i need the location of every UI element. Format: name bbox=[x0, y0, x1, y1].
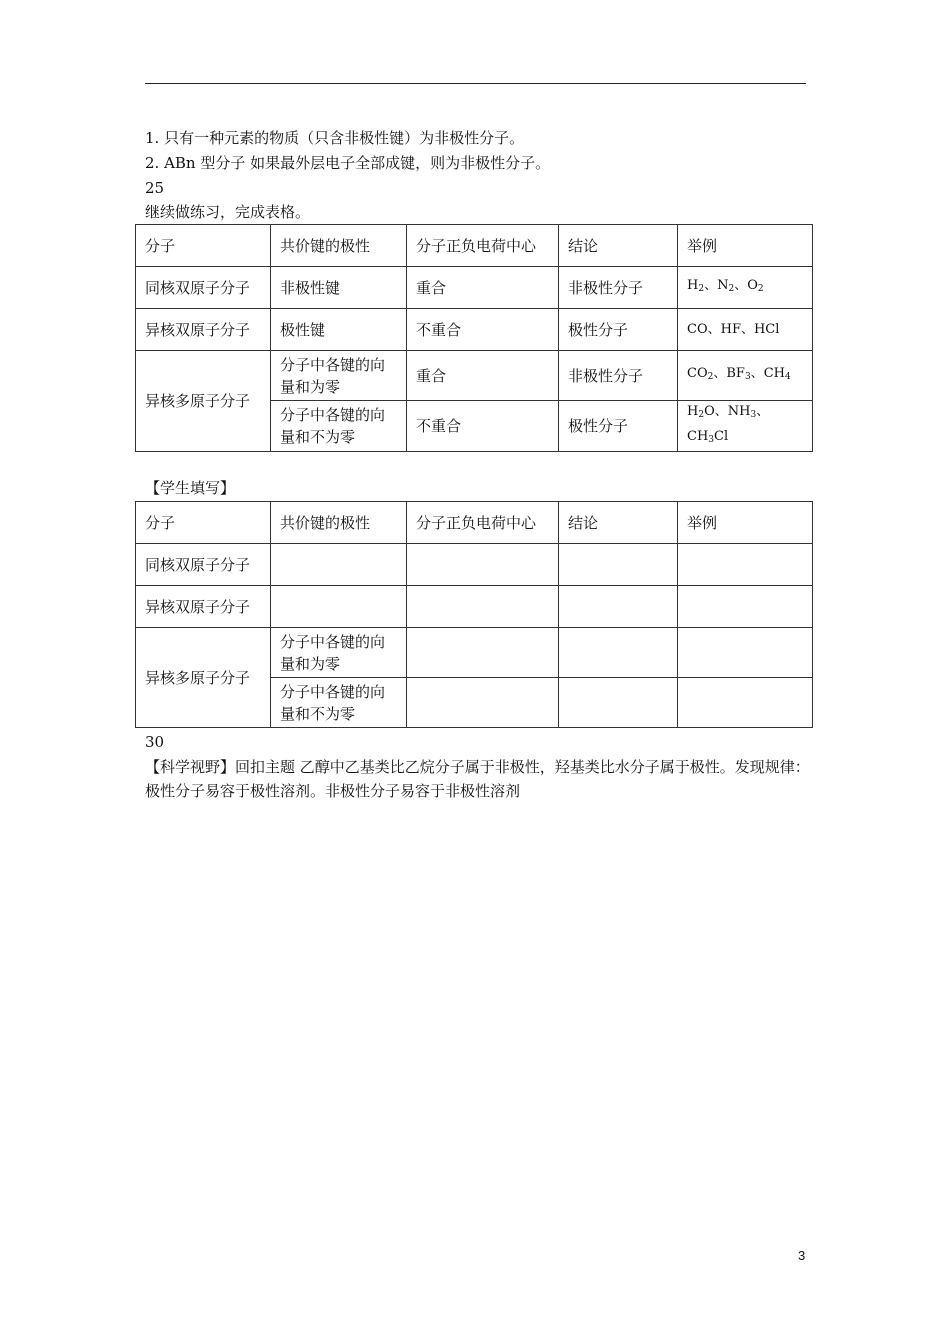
bond-polarity-cell: 分子中各键的向量和不为零 bbox=[271, 678, 407, 728]
molecule-type-cell: 同核双原子分子 bbox=[136, 267, 271, 309]
conclusion-cell: 极性分子 bbox=[559, 309, 678, 351]
blank-cell bbox=[559, 628, 678, 678]
table-row bbox=[136, 628, 813, 678]
blank-cell bbox=[559, 544, 678, 586]
molecule-type-cell: 异核多原子分子 bbox=[136, 351, 271, 452]
blank-cell bbox=[559, 586, 678, 628]
bond-polarity-cell: 非极性键 bbox=[271, 267, 407, 309]
blank-cell bbox=[407, 628, 559, 678]
header-cell: 分子 bbox=[136, 225, 271, 267]
science-view-paragraph: 【科学视野】回扣主题 乙醇中乙基类比乙烷分子属于非极性，羟基类比水分子属于极性。发现规律：极性分子易容于极性溶剂。非极性分子易容于非极性溶剂 bbox=[145, 758, 810, 800]
charge-center-cell: 不重合 bbox=[407, 309, 559, 351]
table-row bbox=[136, 586, 813, 628]
marker-30: 30 bbox=[145, 733, 165, 751]
conclusion-cell: 非极性分子 bbox=[559, 351, 678, 401]
instruction-text: 继续做练习，完成表格。 bbox=[145, 203, 311, 221]
table-header-row bbox=[136, 502, 813, 544]
molecule-type-cell: 同核双原子分子 bbox=[136, 544, 271, 586]
completed-table bbox=[135, 224, 813, 452]
header-rule bbox=[145, 83, 806, 84]
blank-cell bbox=[407, 678, 559, 728]
bond-polarity-cell: 分子中各键的向量和为零 bbox=[271, 351, 407, 401]
student-section-title: 【学生填写】 bbox=[145, 479, 236, 497]
molecule-type-cell: 异核双原子分子 bbox=[136, 309, 271, 351]
header-cell: 共价键的极性 bbox=[271, 502, 407, 544]
example-cell: $H_2O$、$NH_3$、$CH_3Cl$ bbox=[678, 401, 813, 452]
page-number: 3 bbox=[798, 1248, 806, 1263]
example-cell: $H_2$、$N_2$、$O_2$ bbox=[678, 267, 813, 309]
example-cell: $CO_2$、$BF_3$、$CH_4$ bbox=[678, 351, 813, 401]
blank-cell bbox=[678, 586, 813, 628]
header-cell: 分子正负电荷中心 bbox=[407, 225, 559, 267]
table-row bbox=[136, 544, 813, 586]
student-table bbox=[135, 501, 813, 728]
blank-cell bbox=[678, 544, 813, 586]
blank-cell bbox=[407, 544, 559, 586]
blank-cell bbox=[678, 628, 813, 678]
header-cell: 分子 bbox=[136, 502, 271, 544]
bond-polarity-cell: 极性键 bbox=[271, 309, 407, 351]
bond-polarity-cell: 分子中各键的向量和不为零 bbox=[271, 401, 407, 452]
charge-center-cell: 不重合 bbox=[407, 401, 559, 452]
blank-cell bbox=[271, 544, 407, 586]
blank-cell bbox=[559, 678, 678, 728]
blank-cell bbox=[407, 586, 559, 628]
blank-cell bbox=[678, 678, 813, 728]
header-cell: 分子正负电荷中心 bbox=[407, 502, 559, 544]
conclusion-cell: 极性分子 bbox=[559, 401, 678, 452]
conclusion-cell: 非极性分子 bbox=[559, 267, 678, 309]
table-row bbox=[136, 267, 813, 309]
charge-center-cell: 重合 bbox=[407, 351, 559, 401]
header-cell: 举例 bbox=[678, 225, 813, 267]
table-header-row bbox=[136, 225, 813, 267]
bond-polarity-cell: 分子中各键的向量和为零 bbox=[271, 628, 407, 678]
table-row bbox=[136, 351, 813, 401]
blank-cell bbox=[271, 586, 407, 628]
header-cell: 举例 bbox=[678, 502, 813, 544]
example-cell: CO、HF、HCl bbox=[678, 309, 813, 351]
header-cell: 结论 bbox=[559, 225, 678, 267]
molecule-type-cell: 异核多原子分子 bbox=[136, 628, 271, 728]
table-row bbox=[136, 309, 813, 351]
marker-25: 25 bbox=[145, 179, 165, 197]
note-item-1: 1. 只有一种元素的物质（只含非极性键）为非极性分子。 bbox=[145, 129, 525, 147]
molecule-type-cell: 异核双原子分子 bbox=[136, 586, 271, 628]
header-cell: 共价键的极性 bbox=[271, 225, 407, 267]
note-item-2: 2. ABn 型分子 如果最外层电子全部成键，则为非极性分子。 bbox=[145, 154, 551, 172]
charge-center-cell: 重合 bbox=[407, 267, 559, 309]
header-cell: 结论 bbox=[559, 502, 678, 544]
